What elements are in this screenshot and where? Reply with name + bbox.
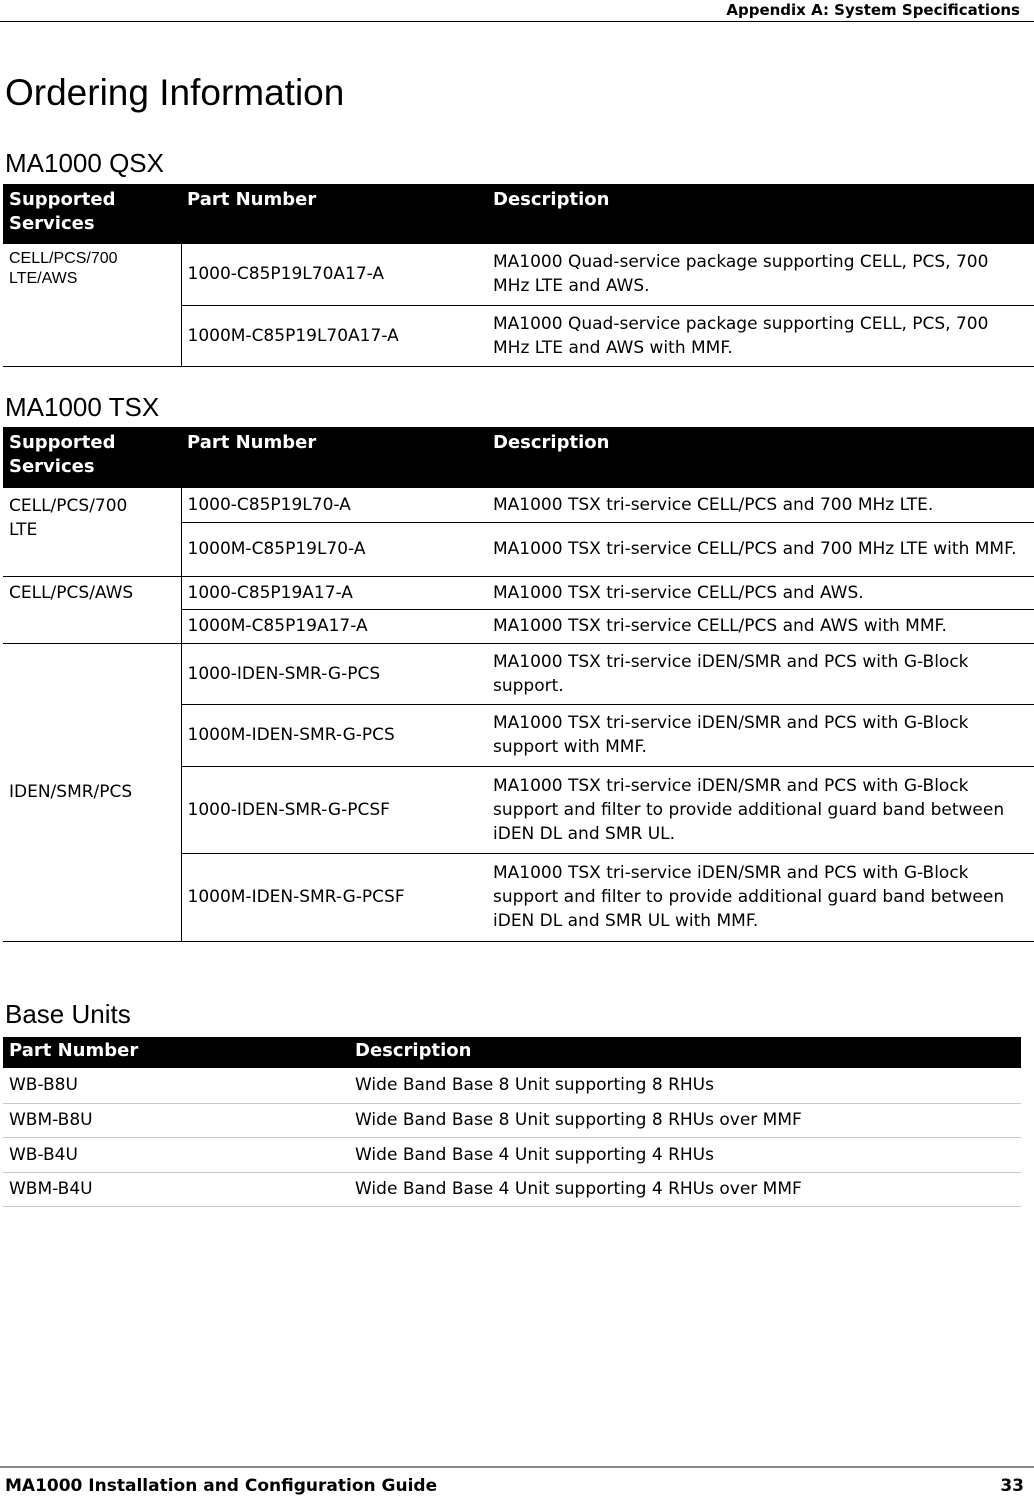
table-cell-desc: Wide Band Base 8 Unit supporting 8 RHUs over MMF [349, 1103, 1021, 1137]
table-cell-service: CELL/PCS/700 LTE [3, 488, 181, 576]
table-cell-part: 1000M-C85P19A17-A [181, 609, 487, 643]
table-cell-desc: MA1000 TSX tri-service CELL/PCS and 700 MHz LTE. [487, 488, 1034, 522]
qsx-col-desc: Description [487, 184, 1034, 244]
table-cell-service: CELL/PCS/AWS [3, 576, 181, 643]
table-cell-part: 1000-C85P19A17-A [181, 576, 487, 609]
table-cell-part: WBM-B4U [3, 1172, 349, 1206]
header-text: Appendix A: System Specifications [726, 1, 1020, 19]
table-cell-part: 1000M-IDEN-SMR-G-PCSF [181, 853, 487, 941]
table-cell-desc: MA1000 TSX tri-service CELL/PCS and AWS. [487, 576, 1034, 609]
table-cell-part: 1000-IDEN-SMR-G-PCS [181, 643, 487, 704]
page-number: 33 [1000, 1476, 1024, 1496]
table-cell-desc: MA1000 TSX tri-service CELL/PCS and 700 MHz LTE with MMF. [487, 522, 1034, 576]
table-cell-part: 1000-C85P19L70-A [181, 488, 487, 522]
table-cell-part: 1000-IDEN-SMR-G-PCSF [181, 766, 487, 853]
table-row [3, 1137, 1021, 1172]
table-cell-desc: Wide Band Base 4 Unit supporting 4 RHUs over MMF [349, 1172, 1021, 1206]
table-cell-desc: Wide Band Base 8 Unit supporting 8 RHUs [349, 1068, 1021, 1103]
table-cell-part: 1000M-IDEN-SMR-G-PCS [181, 704, 487, 766]
tsx-col-part: Part Number [181, 427, 487, 488]
table-cell-service: IDEN/SMR/PCS [3, 643, 181, 941]
page-title: Ordering Information [5, 72, 345, 113]
base-units-table [3, 1037, 1021, 1207]
footer-title: MA1000 Installation and Configuration Guide [5, 1476, 438, 1496]
table-cell-service: CELL/PCS/700 LTE/AWS [3, 244, 181, 366]
table-cell-part: 1000M-C85P19L70-A [181, 522, 487, 576]
table-cell-part: 1000-C85P19L70A17-A [181, 244, 487, 305]
qsx-col-services: Supported Services [3, 184, 181, 244]
tsx-col-services: Supported Services [3, 427, 181, 488]
page-header [0, 0, 1034, 22]
table-cell-part: WB-B8U [3, 1068, 349, 1103]
tsx-heading: MA1000 TSX [5, 392, 160, 422]
base-col-part: Part Number [3, 1037, 349, 1068]
table-cell-desc: MA1000 TSX tri-service iDEN/SMR and PCS with G-Block support. [487, 643, 1034, 704]
table-cell-desc: MA1000 TSX tri-service CELL/PCS and AWS with MMF. [487, 609, 1034, 643]
table-cell-desc: MA1000 TSX tri-service iDEN/SMR and PCS with G-Block support and filter to provide additional guard band between iDEN DL and SMR UL with MMF. [487, 853, 1034, 941]
table-cell-part: WBM-B8U [3, 1103, 349, 1137]
table-cell-desc: MA1000 TSX tri-service iDEN/SMR and PCS with G-Block support with MMF. [487, 704, 1034, 766]
table-cell-part: WB-B4U [3, 1137, 349, 1172]
tsx-table [3, 427, 1034, 942]
table-cell-part: 1000M-C85P19L70A17-A [181, 305, 487, 366]
page-footer [0, 1466, 1034, 1496]
table-cell-desc: MA1000 Quad-service package supporting CELL, PCS, 700 MHz LTE and AWS with MMF. [487, 305, 1034, 366]
base-col-desc: Description [349, 1037, 1021, 1068]
table-row [3, 1172, 1021, 1206]
qsx-col-part: Part Number [181, 184, 487, 244]
qsx-heading: MA1000 QSX [5, 148, 164, 178]
qsx-table [3, 184, 1034, 367]
table-row [3, 1068, 1021, 1103]
tsx-col-desc: Description [487, 427, 1034, 488]
table-cell-desc: Wide Band Base 4 Unit supporting 4 RHUs [349, 1137, 1021, 1172]
table-cell-desc: MA1000 TSX tri-service iDEN/SMR and PCS with G-Block support and filter to provide additional guard band between iDEN DL and SMR UL. [487, 766, 1034, 853]
table-row [3, 1103, 1021, 1137]
table-cell-desc: MA1000 Quad-service package supporting CELL, PCS, 700 MHz LTE and AWS. [487, 244, 1034, 305]
base-heading: Base Units [5, 999, 131, 1029]
